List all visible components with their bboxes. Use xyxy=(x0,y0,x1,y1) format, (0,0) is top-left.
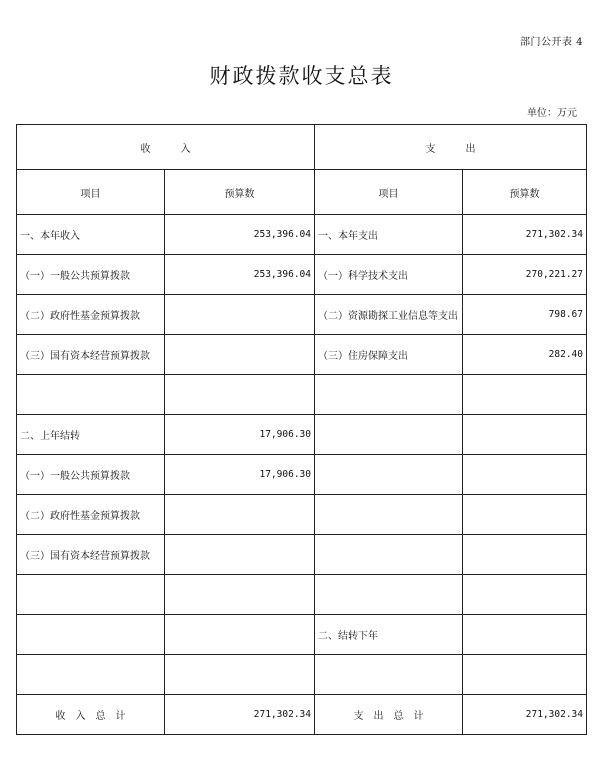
income-item-cell xyxy=(17,375,165,415)
table-row xyxy=(17,255,587,295)
income-amount-cell xyxy=(165,375,315,415)
income-item-cell: （一）一般公共预算拨款 xyxy=(17,255,165,295)
expense-amount-cell xyxy=(463,455,587,495)
expense-item-cell xyxy=(315,375,463,415)
expense-amount-cell xyxy=(463,655,587,695)
income-amount-cell xyxy=(165,615,315,655)
expense-amount-cell xyxy=(463,495,587,535)
expense-amount-cell xyxy=(463,375,587,415)
income-item-cell: 一、本年收入 xyxy=(17,215,165,255)
expense-amount-cell: 282.40 xyxy=(463,335,587,375)
totals-row xyxy=(17,695,587,735)
table-row xyxy=(17,535,587,575)
income-item-cell: （三）国有资本经营预算拨款 xyxy=(17,335,165,375)
table-row xyxy=(17,615,587,655)
expense-item-cell: 一、本年支出 xyxy=(315,215,463,255)
expense-total-label: 支 出 总 计 xyxy=(315,695,463,735)
expense-item-cell: （三）住房保障支出 xyxy=(315,335,463,375)
budget-table xyxy=(16,124,587,735)
income-total-amount: 271,302.34 xyxy=(165,695,315,735)
expense-total-amount: 271,302.34 xyxy=(463,695,587,735)
expense-item-cell: 二、结转下年 xyxy=(315,615,463,655)
income-total-label: 收 入 总 计 xyxy=(17,695,165,735)
income-amount-cell: 17,906.30 xyxy=(165,455,315,495)
income-item-cell: （一）一般公共预算拨款 xyxy=(17,455,165,495)
income-item-cell xyxy=(17,655,165,695)
income-item-cell: 二、上年结转 xyxy=(17,415,165,455)
table-row xyxy=(17,295,587,335)
table-row xyxy=(17,455,587,495)
page-title: 财政拨款收支总表 xyxy=(209,64,394,88)
expense-item-cell xyxy=(315,575,463,615)
expense-item-cell: （二）资源勘探工业信息等支出 xyxy=(315,295,463,335)
income-amount-header: 预算数 xyxy=(165,170,315,215)
expense-amount-cell: 798.67 xyxy=(463,295,587,335)
income-amount-cell xyxy=(165,295,315,335)
table-row xyxy=(17,335,587,375)
expense-amount-cell xyxy=(463,575,587,615)
income-amount-cell xyxy=(165,655,315,695)
income-section-header: 收 入 xyxy=(17,125,315,170)
table-row xyxy=(17,375,587,415)
income-item-cell: （二）政府性基金预算拨款 xyxy=(17,295,165,335)
income-amount-cell xyxy=(165,495,315,535)
income-item-cell xyxy=(17,575,165,615)
expense-amount-cell: 270,221.27 xyxy=(463,255,587,295)
expense-item-cell xyxy=(315,495,463,535)
table-row xyxy=(17,415,587,455)
income-item-cell: （三）国有资本经营预算拨款 xyxy=(17,535,165,575)
income-amount-cell xyxy=(165,535,315,575)
table-row xyxy=(17,575,587,615)
expense-item-header: 项目 xyxy=(315,170,463,215)
expense-item-cell xyxy=(315,455,463,495)
income-item-header: 项目 xyxy=(17,170,165,215)
income-amount-cell: 253,396.04 xyxy=(165,255,315,295)
table-row xyxy=(17,655,587,695)
income-amount-cell: 17,906.30 xyxy=(165,415,315,455)
document-code: 部门公开表 4 xyxy=(519,37,583,48)
table-row xyxy=(17,215,587,255)
expense-amount-cell xyxy=(463,615,587,655)
expense-amount-cell: 271,302.34 xyxy=(463,215,587,255)
expense-amount-cell xyxy=(463,535,587,575)
expense-amount-header: 预算数 xyxy=(463,170,587,215)
expense-item-cell xyxy=(315,415,463,455)
section-header-row xyxy=(17,125,587,170)
expense-item-cell: （一）科学技术支出 xyxy=(315,255,463,295)
income-amount-cell xyxy=(165,335,315,375)
expense-amount-cell xyxy=(463,415,587,455)
column-header-row xyxy=(17,170,587,215)
unit-label: 单位：万元 xyxy=(527,108,577,119)
income-item-cell xyxy=(17,615,165,655)
income-amount-cell: 253,396.04 xyxy=(165,215,315,255)
expense-item-cell xyxy=(315,655,463,695)
expense-section-header: 支 出 xyxy=(315,125,587,170)
table-row xyxy=(17,495,587,535)
income-item-cell: （二）政府性基金预算拨款 xyxy=(17,495,165,535)
income-amount-cell xyxy=(165,575,315,615)
expense-item-cell xyxy=(315,535,463,575)
